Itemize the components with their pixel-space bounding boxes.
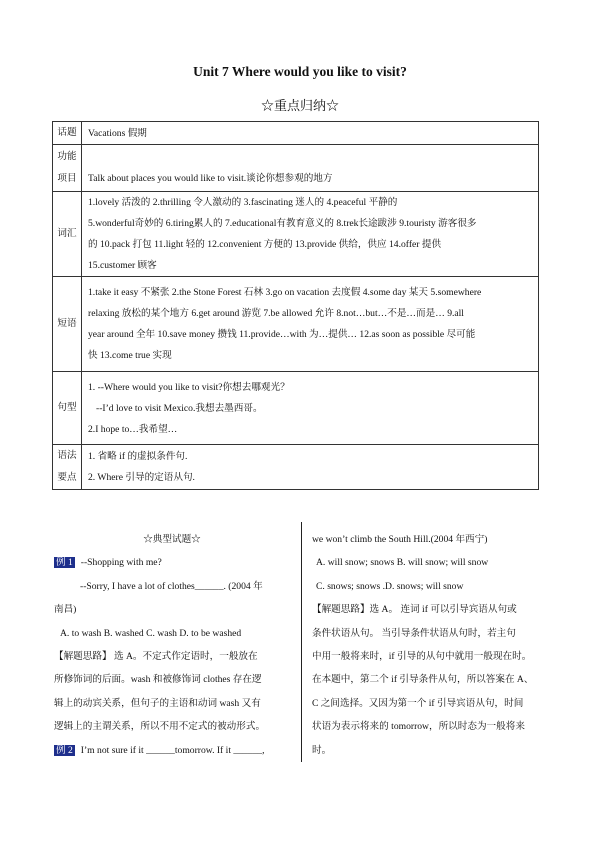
example-1-hint-line: 辑上的动宾关系，但句子的主语和动词 wash 又有 (54, 697, 261, 709)
phrases-label: 短语 (53, 277, 82, 372)
example-2-hint-line: 条件状语从句。 当引导条件状语从句时，若主句 (312, 627, 516, 639)
example-2-line: I’m not sure if it ______tomorrow. If it ______, (80, 744, 265, 756)
table-row-grammar (53, 445, 539, 490)
sentence-line: 2.I hope to…我希望… (88, 423, 178, 435)
example-2-question (54, 739, 290, 762)
sentences-content (82, 372, 539, 445)
function-value: Talk about places you would like to visit.谈论你想参观的地方 (82, 145, 539, 192)
example-2-hint-line: 时。 (312, 744, 332, 756)
example-1-line: --Shopping with me? (80, 557, 162, 569)
grammar-label (53, 445, 82, 490)
typical-questions-heading: ☆典型试题☆ (143, 534, 201, 545)
example-2-hint-line: 中用一般将来时，if 引导的从句中就用一般现在时。 (312, 651, 532, 663)
example-2-hint-line: C 之间选择。又因为第一个 if 引导宾语从句，时间 (312, 697, 524, 709)
sentence-line: --I’d love to visit Mexico.我想去墨西哥。 (96, 402, 263, 414)
table-row-topic (53, 122, 539, 145)
vocabulary-line: 5.wonderful奇妙的 6.tiring累人的 7.educational有教育意义的 8.trek长途跋涉 9.touristy 游客很多 (88, 218, 477, 229)
vocabulary-label: 词汇 (53, 192, 82, 277)
section-heading-key-points: ☆重点归纳☆ (260, 99, 339, 114)
grammar-label-line: 语法 (57, 450, 77, 461)
grammar-content (82, 445, 539, 490)
phrase-line: year around 全年 10.save money 攒钱 11.provide…with 为…提供… 12.as soon as possible 尽可能 (88, 329, 476, 340)
example-2-line: we won’t climb the South Hill.(2004 年西宁) (312, 534, 488, 545)
example-2-hint-line: 在本题中，第二个 if 引导条件从句，所以答案在 A、 (312, 674, 534, 686)
example-2-label: 例 2 (56, 744, 73, 756)
table-row-vocabulary (53, 192, 539, 277)
example-1-options: A. to wash B. washed C. wash D. to be washed (60, 627, 242, 639)
table-row-function (53, 145, 539, 192)
example-1-hint-line: 所修饰词的后面。wash 和被修饰词 clothes 存在逻 (54, 674, 262, 686)
grammar-line: 1. 省略 if 的虚拟条件句. (88, 451, 188, 462)
grammar-label-line: 要点 (57, 472, 77, 483)
vocabulary-content (82, 192, 539, 277)
grammar-line: 2. Where 引导的定语从句. (88, 472, 195, 483)
column-divider (301, 522, 302, 762)
example-2-hint-line: 状语为表示将来的 tomorrow，所以时态为一般将来 (312, 721, 525, 733)
right-column (312, 528, 548, 762)
example-2-options: C. snows; snows .D. snows; will snow (316, 580, 464, 592)
phrases-content (82, 277, 539, 372)
example-2-options: A. will snow; snows B. will snow; will snow (316, 557, 489, 569)
example-1-question (54, 551, 290, 574)
function-label-line: 项目 (57, 173, 77, 184)
table-row-sentences (53, 372, 539, 445)
sentences-label: 句型 (53, 372, 82, 445)
example-2-hint-line: 【解题思路】选 A。 连词 if 可以引导宾语从句或 (312, 604, 517, 616)
example-1-hint-line: 逻辑上的主谓关系，所以不用不定式的被动形式。 (54, 721, 266, 733)
sentence-line: 1. --Where would you like to visit?你想去哪观光？ (88, 381, 290, 393)
phrase-line: 快 13.come true 实现 (88, 350, 172, 361)
left-column (54, 528, 290, 762)
example-1-label: 例 1 (56, 557, 73, 569)
summary-table (52, 121, 539, 490)
example-1-hint-line: 【解题思路】 选 A。不定式作定语时，一般放在 (54, 651, 258, 663)
topic-value: Vacations 假期 (82, 122, 539, 145)
example-1-line: 南昌) (54, 604, 77, 616)
example-1-line: --Sorry, I have a lot of clothes______. (2004 年 (80, 580, 263, 592)
phrase-line: relaxing 放松的某个地方 6.get around 游览 7.be allowed 允许 8.not…but…不是…而是… 9.all (88, 308, 464, 319)
function-label (53, 145, 82, 192)
topic-label: 话题 (53, 122, 82, 145)
vocabulary-line: 15.customer 顾客 (88, 260, 157, 271)
table-row-phrases (53, 277, 539, 372)
vocabulary-line: 1.lovely 活泼的 2.thrilling 令人激动的 3.fascinating 迷人的 4.peaceful 平静的 (88, 197, 398, 208)
function-label-line: 功能 (57, 151, 77, 162)
page-title: Unit 7 Where would you like to visit? (193, 64, 407, 79)
vocabulary-line: 的 10.pack 打包 11.light 轻的 12.convenient 方便的 13.provide 供给，供应 14.offer 提供 (88, 239, 442, 250)
phrase-line: 1.take it easy 不紧张 2.the Stone Forest 石林 3.go on vacation 去度假 4.some day 某天 5.somewhere (88, 287, 482, 298)
